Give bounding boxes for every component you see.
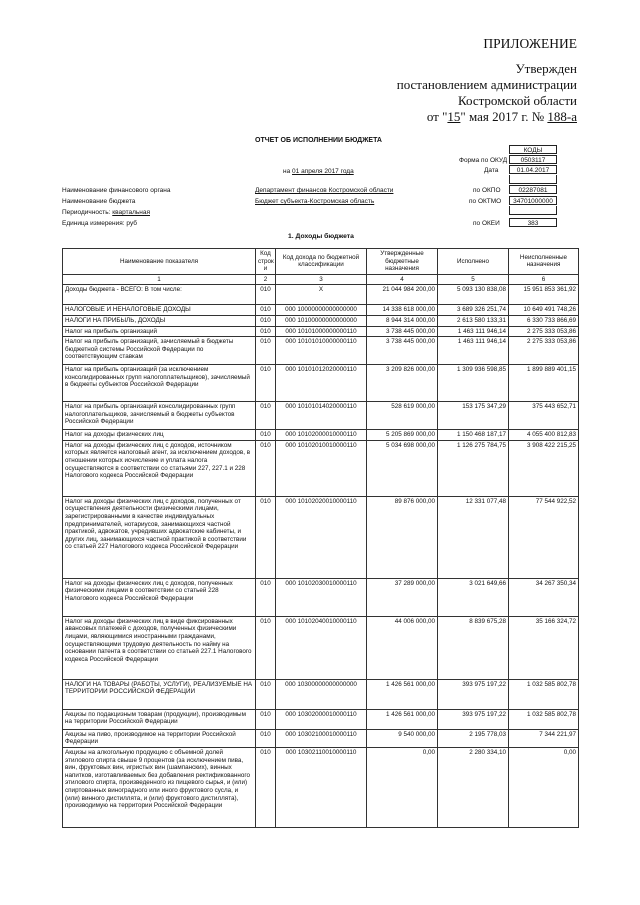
row-name: Налог на доходы физических лиц с доходов, полученных физическими лицами в соответствии со статьей 228 Налогового кодекса Российской Федерации xyxy=(63,578,256,616)
on-date-prefix: на xyxy=(283,168,291,175)
oktmo-code: 34701000000 xyxy=(509,196,557,205)
row-remaining: 4 055 400 812,83 xyxy=(509,430,579,441)
row-line-code: 010 xyxy=(256,430,276,441)
table-row xyxy=(63,496,579,578)
table-header-row xyxy=(63,249,579,275)
row-remaining: 3 908 422 215,25 xyxy=(509,440,579,496)
row-remaining: 2 275 333 053,86 xyxy=(509,337,579,365)
col-number: 2 xyxy=(256,274,276,285)
row-name: НАЛОГИ НА ТОВАРЫ (РАБОТЫ, УСЛУГИ), РЕАЛИЗУЕМЫЕ НА ТЕРРИТОРИИ РОССИЙСКОЙ ФЕДЕРАЦИИ xyxy=(63,679,256,709)
row-name: Налог на доходы физических лиц в виде фиксированных авансовых платежей с доходов, полученных физическими лицами, являющимися иностранными гражданами, осуществляющими трудовую деятельность по найму на основании патента в соответствии со статьей 227.1 Налогового кодекса Российской Федерации xyxy=(63,616,256,679)
okpo-code: 02287081 xyxy=(509,185,557,194)
row-remaining: 15 951 853 361,92 xyxy=(509,285,579,305)
codes-header: КОДЫ xyxy=(509,145,557,154)
row-name: Акцизы на алкогольную продукцию с объемной долей этилового спирта свыше 9 процентов (за исключением пива, вин, фруктовых вин, игристых вин (шампанских), винных напитков, изготавливаемых без добавления ректификованного этилового спирта, произведенного из пищевого сырья, и (или) спиртованных виноградного или иного фруктового сусла, и (или) винного дистиллята, и (или) фруктового дистиллята), производимую на территории Российской Федерации xyxy=(63,747,256,827)
row-executed: 1 126 275 784,75 xyxy=(438,440,509,496)
row-line-code: 010 xyxy=(256,440,276,496)
row-line-code: 010 xyxy=(256,285,276,305)
row-approved: 0,00 xyxy=(367,747,438,827)
okpo-label: по ОКПО xyxy=(473,187,501,194)
row-remaining: 6 330 733 866,69 xyxy=(509,315,579,326)
row-name: Доходы бюджета - ВСЕГО: В том числе: xyxy=(63,285,256,305)
row-line-code: 010 xyxy=(256,402,276,430)
table-row xyxy=(63,729,579,747)
row-approved: 9 540 000,00 xyxy=(367,729,438,747)
table-row xyxy=(63,315,579,326)
row-name: Акцизы на пиво, производимое на территории Российской Федерации xyxy=(63,729,256,747)
row-kbk: 000 10102010010000110 xyxy=(276,440,367,496)
header-executed: Исполнено xyxy=(438,249,509,275)
row-remaining: 2 275 333 053,86 xyxy=(509,326,579,337)
decree-date-line xyxy=(427,109,577,125)
row-remaining: 7 344 221,97 xyxy=(509,729,579,747)
row-executed: 5 093 130 838,08 xyxy=(438,285,509,305)
row-executed: 2 613 580 133,31 xyxy=(438,315,509,326)
header-remaining: Неисполненные назначения xyxy=(509,249,579,275)
row-kbk: 000 10102000010000110 xyxy=(276,430,367,441)
row-remaining: 34 267 350,34 xyxy=(509,578,579,616)
row-kbk: 000 10100000000000000 xyxy=(276,315,367,326)
row-kbk: 000 10000000000000000 xyxy=(276,305,367,316)
period-label: Периодичность: xyxy=(62,209,111,216)
table-row xyxy=(63,430,579,441)
table-row xyxy=(63,326,579,337)
row-name: Налог на прибыль организаций xyxy=(63,326,256,337)
col-number: 5 xyxy=(438,274,509,285)
row-kbk: 000 10101014020000110 xyxy=(276,402,367,430)
decree-label: постановлением администрации xyxy=(396,77,577,92)
row-remaining: 35 166 324,72 xyxy=(509,616,579,679)
row-approved: 3 738 445 000,00 xyxy=(367,337,438,365)
row-kbk: 000 10101012020000110 xyxy=(276,365,367,402)
row-kbk: 000 10101000000000110 xyxy=(276,326,367,337)
row-name: Налог на доходы физических лиц с доходов, полученных от осуществления деятельности физическими лицами, зарегистрированными в качестве индивидуальных предпринимателей, нотариусов, занимающихся частной практикой, адвокатов, учредивших адвокатские кабинеты, и других лиц, занимающихся частной практикой в соответствии со статьей 227 Налогового кодекса Российской Федерации xyxy=(63,496,256,578)
header-approved: Утвержденные бюджетные назначения xyxy=(367,249,438,275)
row-name: НАЛОГИ НА ПРИБЫЛЬ, ДОХОДЫ xyxy=(63,315,256,326)
row-approved: 1 426 561 000,00 xyxy=(367,709,438,729)
period-value: квартальная xyxy=(112,209,150,216)
row-executed: 1 463 111 946,14 xyxy=(438,337,509,365)
row-remaining: 0,00 xyxy=(509,747,579,827)
row-executed: 153 175 347,29 xyxy=(438,402,509,430)
row-executed: 3 021 649,66 xyxy=(438,578,509,616)
row-line-code: 010 xyxy=(256,315,276,326)
row-approved: 3 738 445 000,00 xyxy=(367,326,438,337)
row-executed: 393 975 197,22 xyxy=(438,709,509,729)
col-number: 3 xyxy=(276,274,367,285)
row-line-code: 010 xyxy=(256,326,276,337)
row-executed: 2 195 778,03 xyxy=(438,729,509,747)
budget-value: Бюджет субъекта-Костромская область xyxy=(255,198,375,205)
row-approved: 14 338 618 000,00 xyxy=(367,305,438,316)
report-title: ОТЧЕТ ОБ ИСПОЛНЕНИИ БЮДЖЕТА xyxy=(255,137,382,144)
row-approved: 21 044 984 200,00 xyxy=(367,285,438,305)
row-executed: 1 150 468 187,17 xyxy=(438,430,509,441)
fin-org-label: Наименование финансового органа xyxy=(62,187,171,194)
row-approved: 5 034 698 000,00 xyxy=(367,440,438,496)
row-name: Акцизы по подакцизным товарам (продукции), производимым на территории Российской Федерации xyxy=(63,709,256,729)
table-row xyxy=(63,709,579,729)
header-line-code: Код строк и xyxy=(256,249,276,275)
row-remaining: 1 899 889 401,15 xyxy=(509,365,579,402)
table-row xyxy=(63,578,579,616)
on-date-line xyxy=(283,168,354,176)
row-kbk: 000 10302000010000110 xyxy=(276,709,367,729)
region-label: Костромской области xyxy=(457,93,577,108)
form-label: Форма по ОКУД xyxy=(459,157,508,164)
row-executed: 393 975 197,22 xyxy=(438,679,509,709)
row-line-code: 010 xyxy=(256,337,276,365)
row-line-code: 010 xyxy=(256,365,276,402)
row-name: Налог на прибыль организаций, зачисляемый в бюджеты бюджетной системы Российской Федерации по соответствующим ставкам xyxy=(63,337,256,365)
row-kbk: 000 10102020010000110 xyxy=(276,496,367,578)
row-name: Налог на прибыль организаций (за исключением консолидированных групп налогоплательщиков), зачисляемый в бюджеты субъектов Российской Федерации xyxy=(63,365,256,402)
period-line xyxy=(62,209,150,217)
table-row xyxy=(63,285,579,305)
table-row xyxy=(63,679,579,709)
row-line-code: 010 xyxy=(256,305,276,316)
row-kbk: 000 10101010000000110 xyxy=(276,337,367,365)
row-remaining: 1 032 585 802,78 xyxy=(509,709,579,729)
row-remaining: 375 443 652,71 xyxy=(509,402,579,430)
on-date-value: 01 апреля 2017 года xyxy=(292,168,354,175)
row-remaining: 1 032 585 802,78 xyxy=(509,679,579,709)
row-kbk: 000 10102040010000110 xyxy=(276,616,367,679)
approved-label: Утвержден xyxy=(515,61,577,76)
row-approved: 528 619 000,00 xyxy=(367,402,438,430)
table-row xyxy=(63,337,579,365)
row-kbk: 000 10302110010000110 xyxy=(276,747,367,827)
row-kbk: X xyxy=(276,285,367,305)
row-approved: 1 426 561 000,00 xyxy=(367,679,438,709)
row-kbk: 000 10300000000000000 xyxy=(276,679,367,709)
okei-code: 383 xyxy=(509,218,557,227)
appendix-title: ПРИЛОЖЕНИЕ xyxy=(483,36,577,51)
header-kbk: Код дохода по бюджетной классификации xyxy=(276,249,367,275)
column-number-row xyxy=(63,274,579,285)
row-name: Налог на прибыль организаций консолидированных групп налогоплательщиков, зачисляемый в бюджеты субъектов Российской Федерации xyxy=(63,402,256,430)
row-line-code: 010 xyxy=(256,578,276,616)
oktmo-label: по ОКТМО xyxy=(469,198,502,205)
row-executed: 8 839 675,28 xyxy=(438,616,509,679)
budget-income-table xyxy=(62,248,579,828)
row-approved: 8 944 314 000,00 xyxy=(367,315,438,326)
row-name: НАЛОГОВЫЕ И НЕНАЛОГОВЫЕ ДОХОДЫ xyxy=(63,305,256,316)
row-remaining: 77 544 922,52 xyxy=(509,496,579,578)
table-row xyxy=(63,616,579,679)
unit-label: Единица измерения: руб xyxy=(62,220,137,227)
row-line-code: 010 xyxy=(256,679,276,709)
date-prefix: от " xyxy=(426,109,448,124)
row-line-code: 010 xyxy=(256,496,276,578)
row-executed: 12 331 077,48 xyxy=(438,496,509,578)
row-approved: 44 006 000,00 xyxy=(367,616,438,679)
decree-number: 188-а xyxy=(547,109,577,124)
row-approved: 37 289 000,00 xyxy=(367,578,438,616)
header-indicator: Наименование показателя xyxy=(63,249,256,275)
col-number: 4 xyxy=(367,274,438,285)
section-title: 1. Доходы бюджета xyxy=(288,233,354,240)
row-approved: 5 205 869 000,00 xyxy=(367,430,438,441)
okei-label: по ОКЕИ xyxy=(473,220,500,227)
row-name: Налог на доходы физических лиц с доходов, источником которых является налоговый агент, за исключением доходов, в отношении которых исчисление и уплата налога осуществляются в соответствии со статьями 227, 227.1 и 228 Налогового кодекса Российской Федерации xyxy=(63,440,256,496)
row-kbk: 000 10302100010000110 xyxy=(276,729,367,747)
date-label: Дата xyxy=(484,167,499,174)
table-row xyxy=(63,305,579,316)
row-executed: 3 689 326 251,74 xyxy=(438,305,509,316)
row-line-code: 010 xyxy=(256,747,276,827)
row-name: Налог на доходы физических лиц xyxy=(63,430,256,441)
table-row xyxy=(63,747,579,827)
row-remaining: 10 649 491 748,26 xyxy=(509,305,579,316)
table-row xyxy=(63,365,579,402)
row-line-code: 010 xyxy=(256,709,276,729)
row-approved: 89 876 000,00 xyxy=(367,496,438,578)
table-row xyxy=(63,440,579,496)
row-line-code: 010 xyxy=(256,616,276,679)
budget-label: Наименование бюджета xyxy=(62,198,136,205)
row-executed: 1 309 936 598,85 xyxy=(438,365,509,402)
row-line-code: 010 xyxy=(256,729,276,747)
date-mid: " мая 2017 г. № xyxy=(460,109,545,124)
row-kbk: 000 10102030010000110 xyxy=(276,578,367,616)
table-row xyxy=(63,402,579,430)
row-executed: 1 463 111 946,14 xyxy=(438,326,509,337)
blank-code-cell-2 xyxy=(509,206,557,215)
col-number: 6 xyxy=(509,274,579,285)
fin-org-value: Департамент финансов Костромской области xyxy=(255,187,394,194)
row-executed: 2 280 334,10 xyxy=(438,747,509,827)
date-day: 15 xyxy=(447,109,461,124)
blank-code-cell xyxy=(509,175,557,184)
date-code: 01.04.2017 xyxy=(509,165,557,174)
form-code: 0503117 xyxy=(509,155,557,164)
col-number: 1 xyxy=(63,274,256,285)
row-approved: 3 209 826 000,00 xyxy=(367,365,438,402)
